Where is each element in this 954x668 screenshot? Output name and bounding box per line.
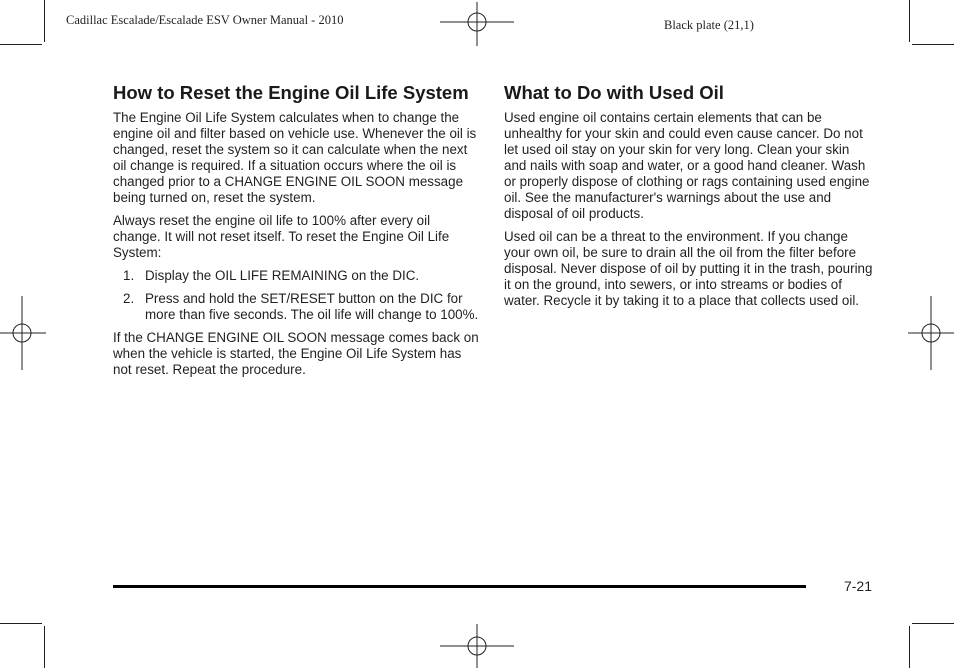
section-heading: What to Do with Used Oil: [504, 82, 724, 103]
registration-mark-top: [440, 2, 514, 46]
right-column: [504, 82, 874, 316]
crop-mark: [44, 0, 45, 42]
step-number: 1.: [123, 268, 135, 283]
manual-title: Cadillac Escalade/Escalade ESV Owner Manual - 2010: [66, 13, 344, 27]
step-text: Press and hold the SET/RESET button on the DIC for more than five seconds. The oil life will change to 100%.: [145, 291, 479, 322]
crop-mark: [912, 44, 954, 45]
paragraph: Used oil can be a threat to the environment. If you change your own oil, be sure to drain all the oil from the filter before disposal. Never dispose of oil by putting it in the trash, pouring it on the ground, into sewers, or into streams or bodies of water. Recycle it by taking it to a place that collects used oil.: [504, 229, 873, 308]
registration-mark-left: [0, 296, 46, 370]
steps-list: [113, 268, 479, 323]
page-number: 7-21: [843, 578, 872, 594]
crop-mark: [912, 623, 954, 624]
plate-label: Black plate (21,1): [664, 18, 754, 32]
step-number: 2.: [123, 291, 135, 306]
section-heading: How to Reset the Engine Oil Life System: [113, 82, 469, 103]
step-text: Display the OIL LIFE REMAINING on the DIC.: [145, 268, 420, 283]
crop-mark: [0, 623, 42, 624]
crop-mark: [909, 626, 910, 668]
paragraph: Always reset the engine oil life to 100% after every oil change. It will not reset itself. To reset the Engine Oil Life System:: [113, 213, 450, 260]
paragraph: Used engine oil contains certain elements that can be unhealthy for your skin and could even cause cancer. Do not let used oil stay on your skin for very long. Clean your skin and nails with soap and water, or a good hand cleaner. Wash or properly dispose of clothing or rags containing used engine oil. See the manufacturer's warnings about the use and disposal of oil products.: [504, 110, 870, 221]
paragraph: If the CHANGE ENGINE OIL SOON message comes back on when the vehicle is started, the Engine Oil Life System has not reset. Repeat the procedure.: [113, 330, 479, 377]
left-column: [113, 82, 479, 385]
paragraph: The Engine Oil Life System calculates when to change the engine oil and filter based on vehicle use. Whenever the oil is changed, reset the system so it can calculate when the next oil change is required. If a situation occurs where the oil is changed prior to a CHANGE ENGINE OIL SOON message being turned on, reset the system.: [113, 110, 477, 205]
list-item: [113, 291, 479, 323]
footer-rule: [113, 585, 806, 588]
registration-mark-right: [908, 296, 954, 370]
crop-mark: [0, 44, 42, 45]
list-item: [113, 268, 479, 284]
crop-mark: [909, 0, 910, 42]
registration-mark-bottom: [440, 624, 514, 668]
crop-mark: [44, 626, 45, 668]
